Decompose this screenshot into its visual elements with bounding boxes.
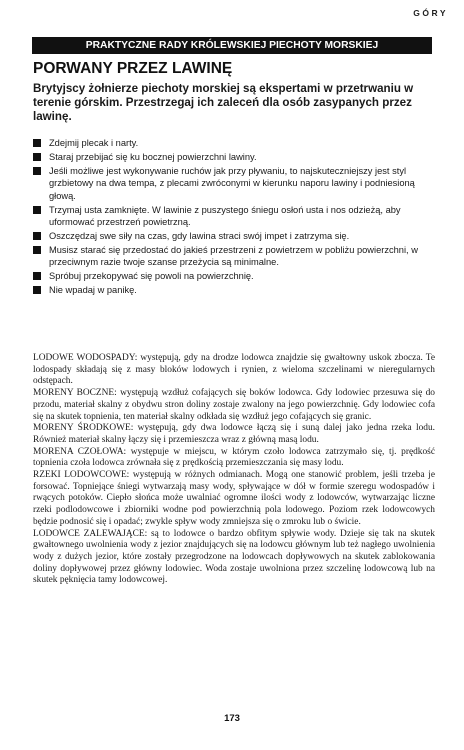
- list-item-text: Jeśli możliwe jest wykonywanie ruchów jak przy pływaniu, to najskuteczniejszy jest styl grzbietowy na dwa tempa, z plecami zwróconymi w kierunku naporu lawiny i podniesioną głową.: [49, 165, 415, 201]
- list-item-text: Zdejmij plecak i narty.: [49, 138, 139, 148]
- paragraph-medial-moraines: MORENY ŚRODKOWE: występują, gdy dwa lodowce łączą się i suną dalej jako jedna rzeka lodu. Również materiał skalny łączy się i przemieszcza wraz z główną masą lodu.: [33, 423, 435, 445]
- section-banner: PRAKTYCZNE RADY KRÓLEWSKIEJ PIECHOTY MORSKIEJ: [32, 37, 432, 54]
- paragraph-terminal-moraine: MORENA CZOŁOWA: występuje w miejscu, w którym czoło lodowca zatrzymało się, tj. prędkość topnienia czoła lodowca zrównała się z prędkością przemieszczania się masy lodu.: [33, 446, 435, 469]
- bullet-square-icon: [33, 246, 41, 254]
- list-item: [33, 230, 435, 242]
- list-item-text: Nie wpadaj w panikę.: [49, 284, 137, 295]
- bullet-square-icon: [33, 167, 41, 175]
- paragraph-surging-glaciers: LODOWCE ZALEWAJĄCE: są to lodowce o bardzo obfitym spływie wody. Dzieje się tak na skutek gwałtownego uwolnienia wody z jezior znajdujących się na lodowcu głównym lub też nagłego uwolnienia wody z dużych jezior, które zostały przegrodzone na lodowcach dopływowych na skutek zablokowania doliny dopływowej przez główny lodowiec. Woda zostaje uwolniona przez szczelinę lodowcową lub na skutek pęknięcia tamy lodowcowej.: [33, 528, 435, 586]
- bullet-square-icon: [33, 139, 41, 147]
- list-item: [33, 204, 435, 229]
- list-item: [33, 284, 435, 296]
- paragraph-lateral-moraines: MORENY BOCZNE: występują wzdłuż cofających się boków lodowca. Gdy lodowiec przesuwa się do przodu, materiał skalny z obydwu stron doliny zostaje zwalony na jego powierzchnię. Gdy lodowiec cofa się na skutek topnienia, ten materiał skalny odkłada się wzdłuż jego cofających się granic.: [33, 388, 435, 422]
- advice-list: [33, 137, 435, 298]
- list-item: [33, 270, 435, 282]
- list-item: [33, 244, 435, 269]
- glacier-features-text: [33, 353, 435, 587]
- list-item: [33, 151, 435, 163]
- list-item-text: Staraj przebijać się ku bocznej powierzchni lawiny.: [49, 151, 257, 162]
- bullet-square-icon: [33, 286, 41, 294]
- bullet-square-icon: [33, 232, 41, 240]
- paragraph-glacial-rivers: RZEKI LODOWCOWE: występują w różnych odmianach. Mogą one stanowić problem, jeśli trzeba je forsować. Topniejące śniegi wytwarzają masy wody, spływające w dół w formie szeregu wodospadów i rwących potoków. Ciepło słońca może uwalniać ogromne ilości wody z lodowców, wytwarzając liczne rzeki podlodowcowe i zbiorniki wodne pod powierzchnią pola lodowego. Poziom rzek lodowcowych będzie podnosić się i opadać; zwykle spływ wody zmniejsza się o zmroku lub o świcie.: [33, 470, 435, 527]
- page-number: 173: [224, 713, 240, 724]
- list-item: [33, 137, 435, 149]
- list-item-text: Musisz starać się przedostać do jakieś przestrzeni z powietrzem w pobliżu powierzchni, w przeciwnym razie twoje szanse przeżycia są minimalne.: [49, 244, 418, 268]
- list-item-text: Spróbuj przekopywać się powoli na powierzchnię.: [49, 271, 254, 282]
- running-head: GÓRY: [413, 8, 448, 18]
- list-item-text: Oszczędzaj swe siły na czas, gdy lawina straci swój impet i zatrzyma się.: [49, 230, 350, 241]
- paragraph-icefalls: LODOWE WODOSPADY: występują, gdy na drodze lodowca znajdzie się gwałtowny uskok zbocza. Te lodospady składają się z masy bloków lodowych i rynien, z wieloma szczelinami w nieregularnych odstępach.: [33, 353, 435, 387]
- bullet-square-icon: [33, 272, 41, 280]
- lead-paragraph: Brytyjscy żołnierze piechoty morskiej są ekspertami w przetrwaniu w terenie górskim. Przestrzegaj ich zaleceń dla osób zasypanych przez lawinę.: [33, 82, 414, 123]
- bullet-square-icon: [33, 153, 41, 161]
- list-item: [33, 165, 435, 202]
- bullet-square-icon: [33, 206, 41, 214]
- list-item-text: Trzymaj usta zamknięte. W lawinie z puszystego śniegu osłoń usta i nos odzieżą, aby uformować przestrzeń powietrzną.: [49, 204, 401, 227]
- page-title: PORWANY PRZEZ LAWINĘ: [33, 60, 233, 77]
